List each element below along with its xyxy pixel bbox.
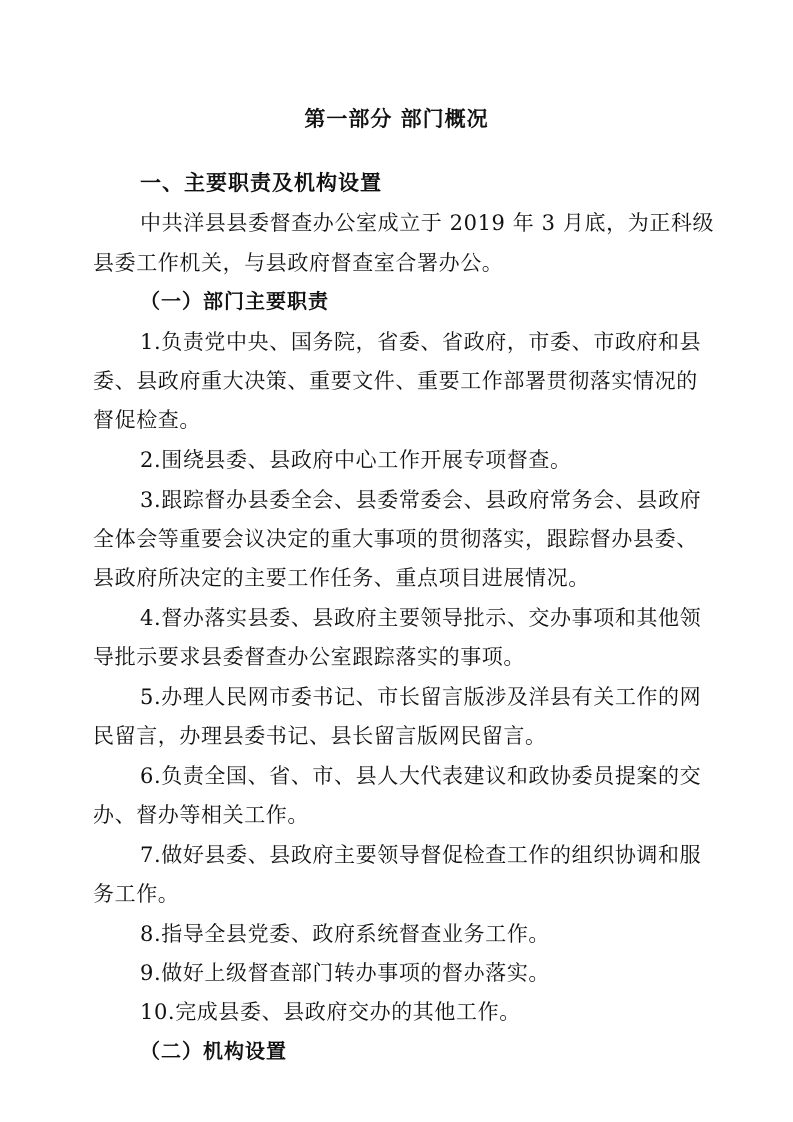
duty-8-line-1: 8.指导全县党委、政府系统督查业务工作。	[140, 922, 551, 946]
section-heading-main-duties: 一、主要职责及机构设置	[140, 171, 382, 195]
duty-1-line-3: 督促检查。	[93, 408, 201, 432]
duty-9-line-1: 9.做好上级督查部门转办事项的督办落实。	[140, 961, 551, 985]
subsection-heading-organization: （二）机构设置	[140, 1039, 287, 1063]
duty-4-line-2: 导批示要求县委督查办公室跟踪落实的事项。	[93, 645, 525, 669]
duty-3-line-2: 全体会等重要会议决定的重大事项的贯彻落实，跟踪督办县委、	[93, 527, 698, 551]
duty-10-line-1: 10.完成县委、县政府交办的其他工作。	[140, 1000, 521, 1024]
duty-3-line-3: 县政府所决定的主要工作任务、重点项目进展情况。	[93, 566, 590, 590]
duty-1-line-1: 1.负责党中央、国务院，省委、省政府，市委、市政府和县	[140, 330, 702, 354]
duty-7-line-1: 7.做好县委、县政府主要领导督促检查工作的组织协调和服	[140, 843, 702, 867]
duty-6-line-1: 6.负责全国、省、市、县人大代表建议和政协委员提案的交	[140, 764, 702, 788]
duty-5-line-1: 5.办理人民网市委书记、市长留言版涉及洋县有关工作的网	[140, 685, 702, 709]
duty-6-line-2: 办、督办等相关工作。	[93, 803, 309, 827]
intro-line-1: 中共洋县县委督查办公室成立于 2019 年 3 月底，为正科级	[140, 211, 715, 235]
duty-7-line-2: 务工作。	[93, 882, 180, 906]
duty-2-line-1: 2.围绕县委、县政府中心工作开展专项督查。	[140, 448, 572, 472]
duty-4-line-1: 4.督办落实县委、县政府主要领导批示、交办事项和其他领	[140, 606, 702, 630]
intro-line-2: 县委工作机关，与县政府督查室合署办公。	[93, 251, 504, 275]
duty-5-line-2: 民留言，办理县委书记、县长留言版网民留言。	[93, 724, 547, 748]
page-title: 第一部分 部门概况	[304, 107, 489, 131]
subsection-heading-duties: （一）部门主要职责	[140, 289, 329, 313]
duty-1-line-2: 委、县政府重大决策、重要文件、重要工作部署贯彻落实情况的	[93, 369, 698, 393]
duty-3-line-1: 3.跟踪督办县委全会、县委常委会、县政府常务会、县政府	[140, 488, 702, 512]
